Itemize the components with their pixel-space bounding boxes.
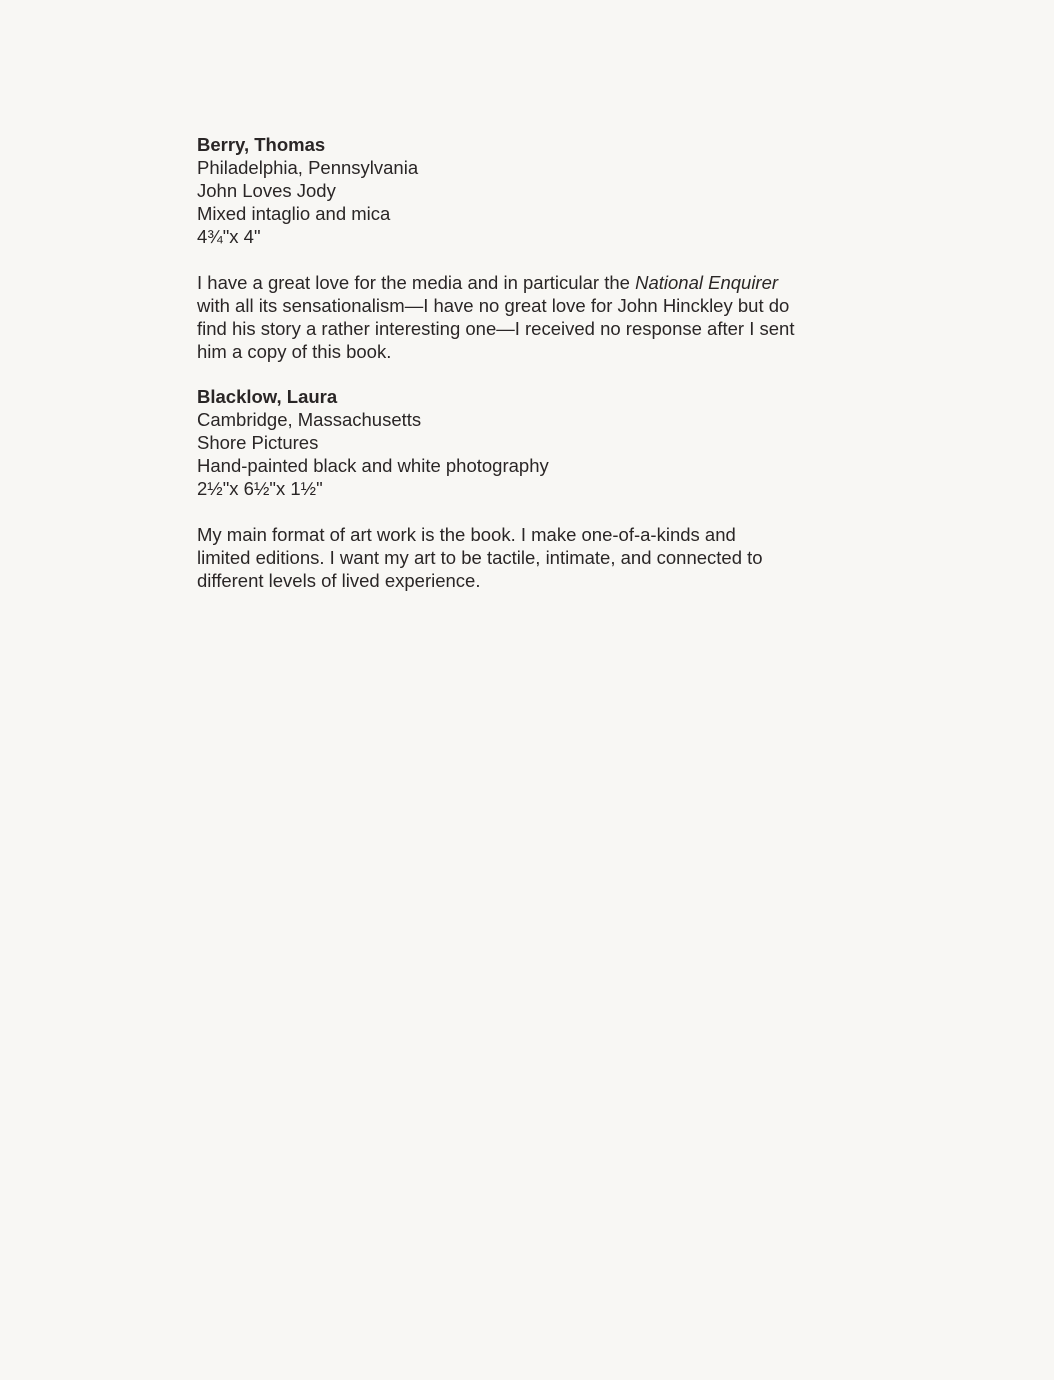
- artist-statement: [197, 271, 837, 363]
- work-title: John Loves Jody: [197, 180, 336, 201]
- artist-name: Berry, Thomas: [197, 134, 326, 155]
- catalog-entries: [197, 133, 837, 592]
- statement-line: [197, 271, 837, 294]
- artist-location: Philadelphia, Pennsylvania: [197, 157, 419, 178]
- statement-line: with all its sensationalism—I have no great love for John Hinckley but do: [197, 295, 790, 316]
- work-dimensions: 4¾"x 4": [197, 226, 261, 247]
- artist-entry: [197, 133, 837, 363]
- artist-location: Cambridge, Massachusetts: [197, 409, 422, 430]
- work-medium: Mixed intaglio and mica: [197, 203, 391, 224]
- statement-line: limited editions. I want my art to be tactile, intimate, and connected to: [197, 547, 763, 568]
- statement-line: him a copy of this book.: [197, 341, 392, 362]
- artist-entry: [197, 385, 837, 592]
- work-title: Shore Pictures: [197, 432, 319, 453]
- statement-line: find his story a rather interesting one—I received no response after I sent: [197, 318, 795, 339]
- statement-text: I have a great love for the media and in particular the: [197, 272, 636, 293]
- work-dimensions: 2½"x 6½"x 1½": [197, 478, 323, 499]
- statement-line: different levels of lived experience.: [197, 570, 481, 591]
- publication-title: National Enquirer: [635, 272, 779, 293]
- artist-statement: [197, 523, 837, 592]
- statement-line: My main format of art work is the book. I make one-of-a-kinds and: [197, 524, 736, 545]
- work-medium: Hand-painted black and white photography: [197, 455, 549, 476]
- artist-name: Blacklow, Laura: [197, 386, 338, 407]
